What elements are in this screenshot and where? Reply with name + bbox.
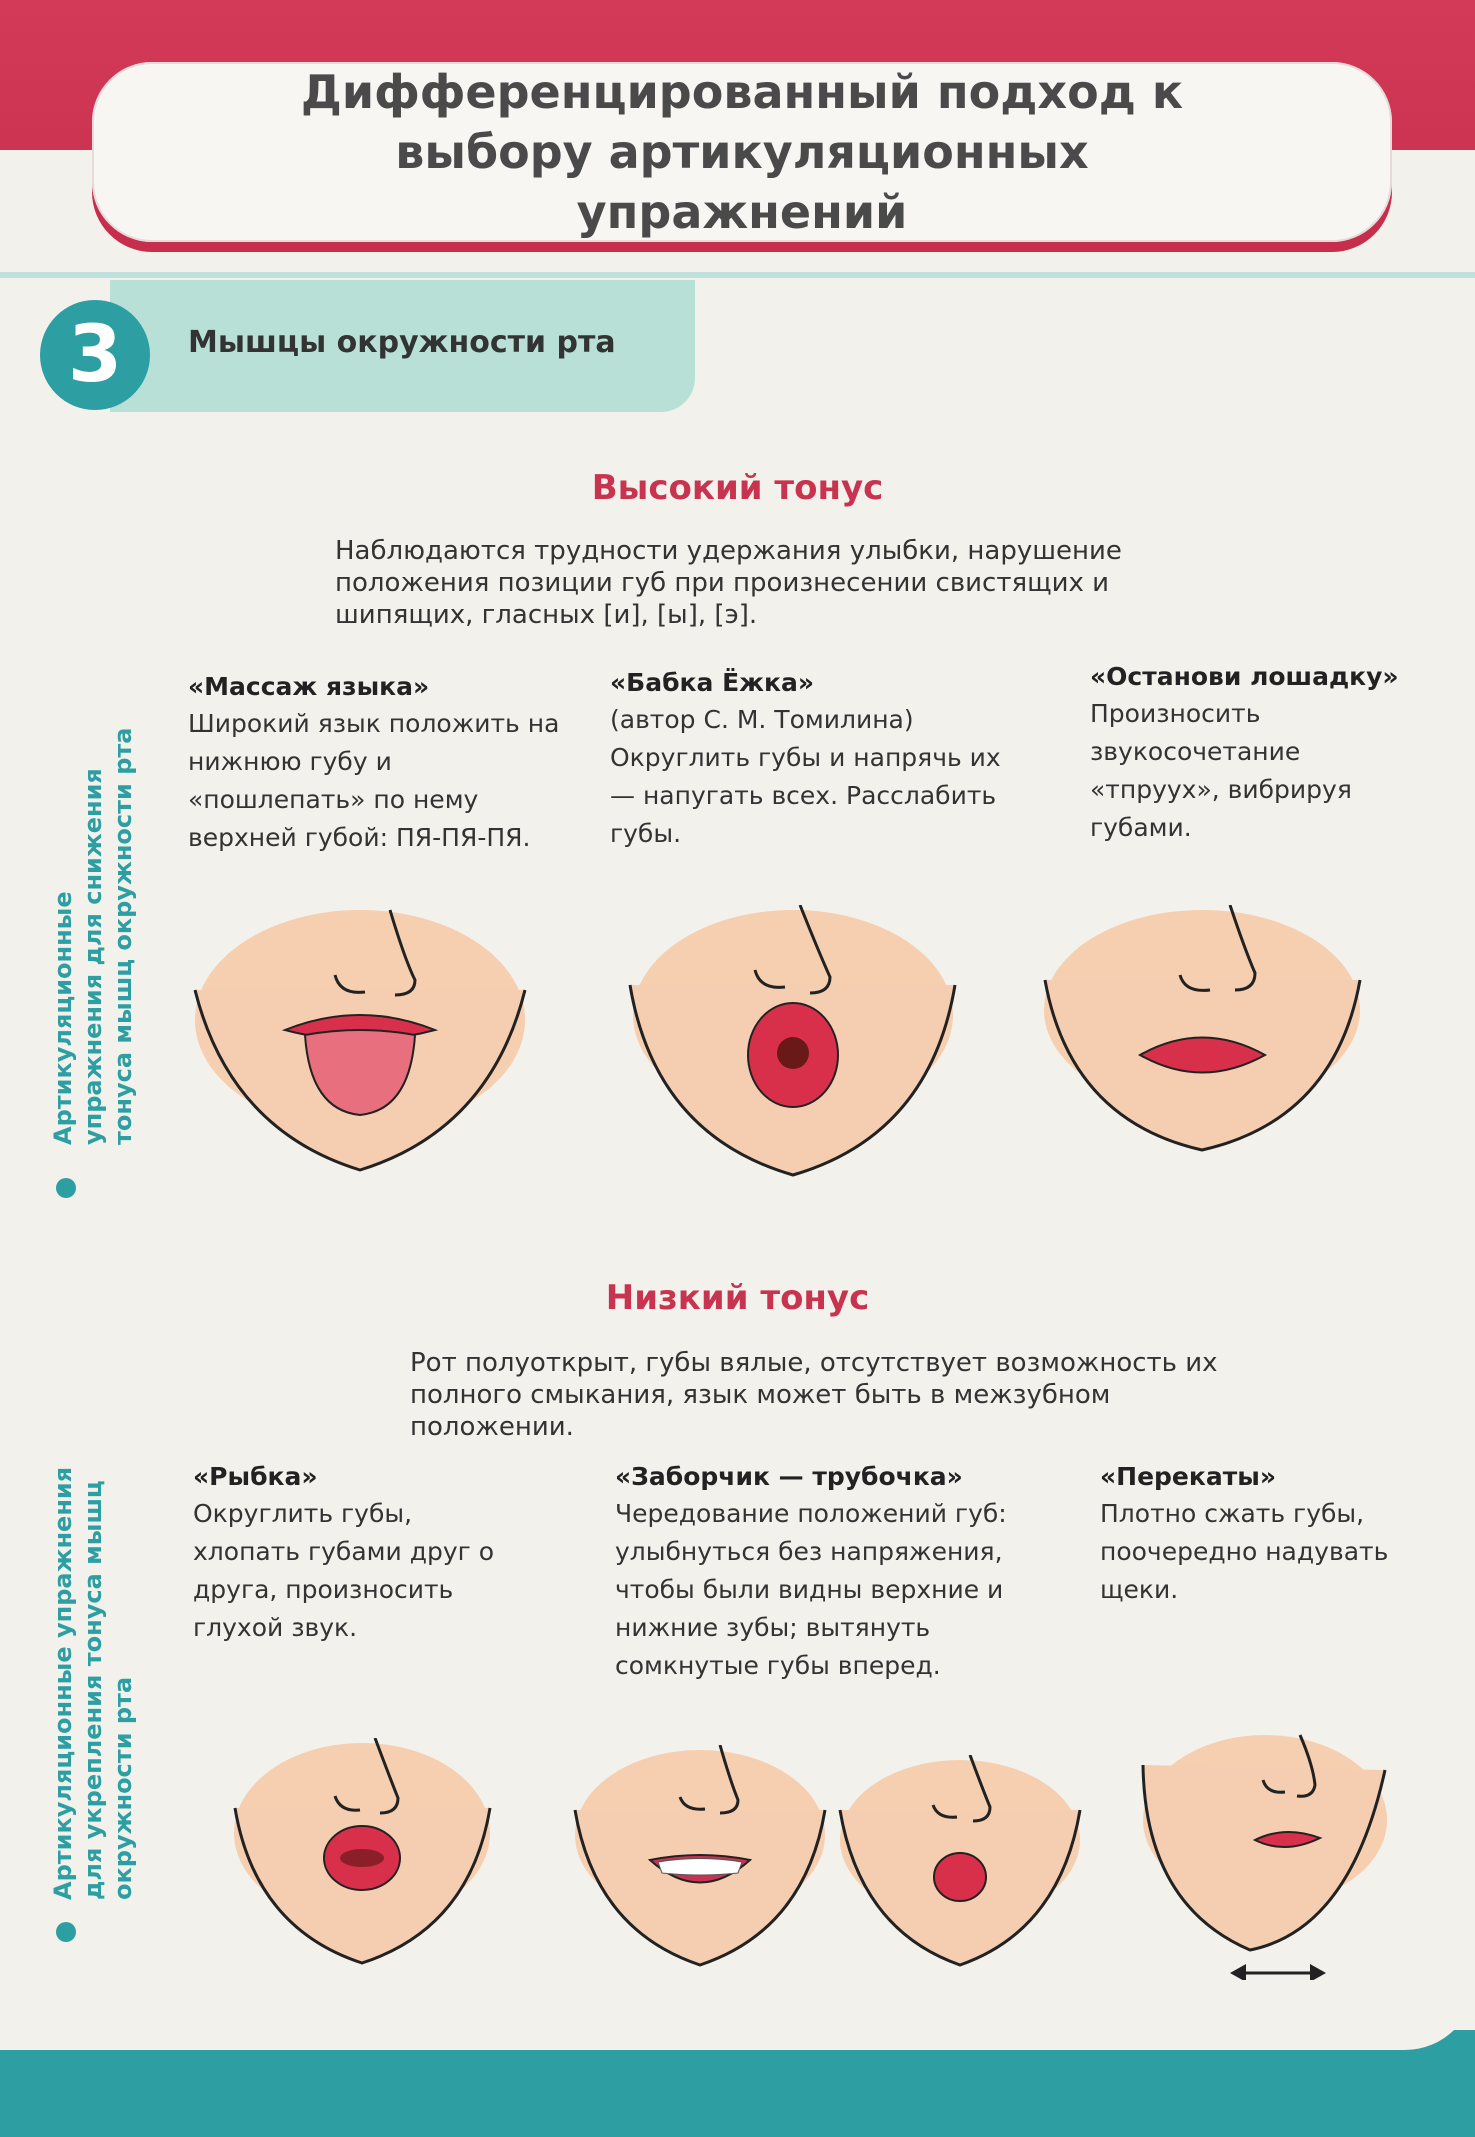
exercise-text: Округлить губы, хлопать губами друг о друга, произносить глухой звук. xyxy=(193,1499,495,1642)
exercise-title: «Останови лошадку» xyxy=(1090,662,1399,691)
bottom-curve xyxy=(0,1980,1475,2050)
exercise-title: «Рыбка» xyxy=(193,1462,318,1491)
exercise-text: Произносить звукосочетание «тпруух», вибрируя губами. xyxy=(1090,699,1352,842)
exercise-card xyxy=(1090,662,1420,847)
exercise-card xyxy=(615,1462,1055,1685)
fish-lips-face-icon xyxy=(230,1738,495,1968)
bullet-dot xyxy=(56,1178,76,1198)
low-tone-description: Рот полуоткрыт, губы вялые, отсутствует возможность их полного смыкания, язык может быть в межзубном положении. xyxy=(410,1348,1218,1442)
exercise-title: «Бабка Ёжка» xyxy=(610,668,815,697)
exercise-card xyxy=(193,1462,523,1647)
exercise-text: Плотно сжать губы, поочередно надувать щеки. xyxy=(1100,1499,1389,1604)
section-number: 3 xyxy=(40,300,150,410)
round-lips-face-icon xyxy=(625,905,960,1185)
pursed-lips-face-icon xyxy=(835,1755,1085,1970)
smile-teeth-face-icon xyxy=(570,1745,830,1970)
section-title: Мышцы окружности рта xyxy=(188,325,616,360)
exercise-title: «Массаж языка» xyxy=(188,672,430,701)
exercise-text: Широкий язык положить на нижнюю губу и «пошлепать» по нему верхней губой: ПЯ-ПЯ-ПЯ. xyxy=(188,709,560,852)
divider xyxy=(0,272,1475,278)
puffed-cheek-face-icon xyxy=(1135,1730,1390,1955)
page-title: Дифференцированный подход к выбору артикуляционных упражнений xyxy=(300,65,1184,239)
low-side-label: Артикуляционные упражнения для укрепления тонуса мышц окружности рта xyxy=(49,1466,137,1900)
high-side-label: Артикуляционные упражнения для снижения тонуса мышц окружности рта xyxy=(49,727,137,1145)
exercise-title: «Заборчик — трубочка» xyxy=(615,1462,963,1491)
exercise-card xyxy=(188,672,568,857)
high-tone-heading: Высокий тонус xyxy=(591,468,884,508)
tongue-out-face-icon xyxy=(190,900,530,1180)
exercise-card xyxy=(610,668,1010,853)
high-tone-description: Наблюдаются трудности удержания улыбки, нарушение положения позиции губ при произнесении свистящих и шипящих, гласных [и], [ы], [э]. xyxy=(335,536,1122,630)
exercise-text: Чередование положений губ: улыбнуться без напряжения, чтобы были видны верхние и нижние зубы; вытянуть сомкнутые губы вперед. xyxy=(615,1499,1007,1680)
bullet-dot xyxy=(56,1922,76,1942)
low-tone-heading: Низкий тонус xyxy=(605,1278,870,1318)
title-card xyxy=(92,62,1392,242)
vibrating-lips-face-icon xyxy=(1040,905,1365,1155)
exercise-text: (автор С. М. Томилина) Округлить губы и напрячь их — напугать всех. Расслабить губы. xyxy=(610,705,1001,848)
exercise-title: «Перекаты» xyxy=(1100,1462,1276,1491)
exercise-card xyxy=(1100,1462,1400,1609)
